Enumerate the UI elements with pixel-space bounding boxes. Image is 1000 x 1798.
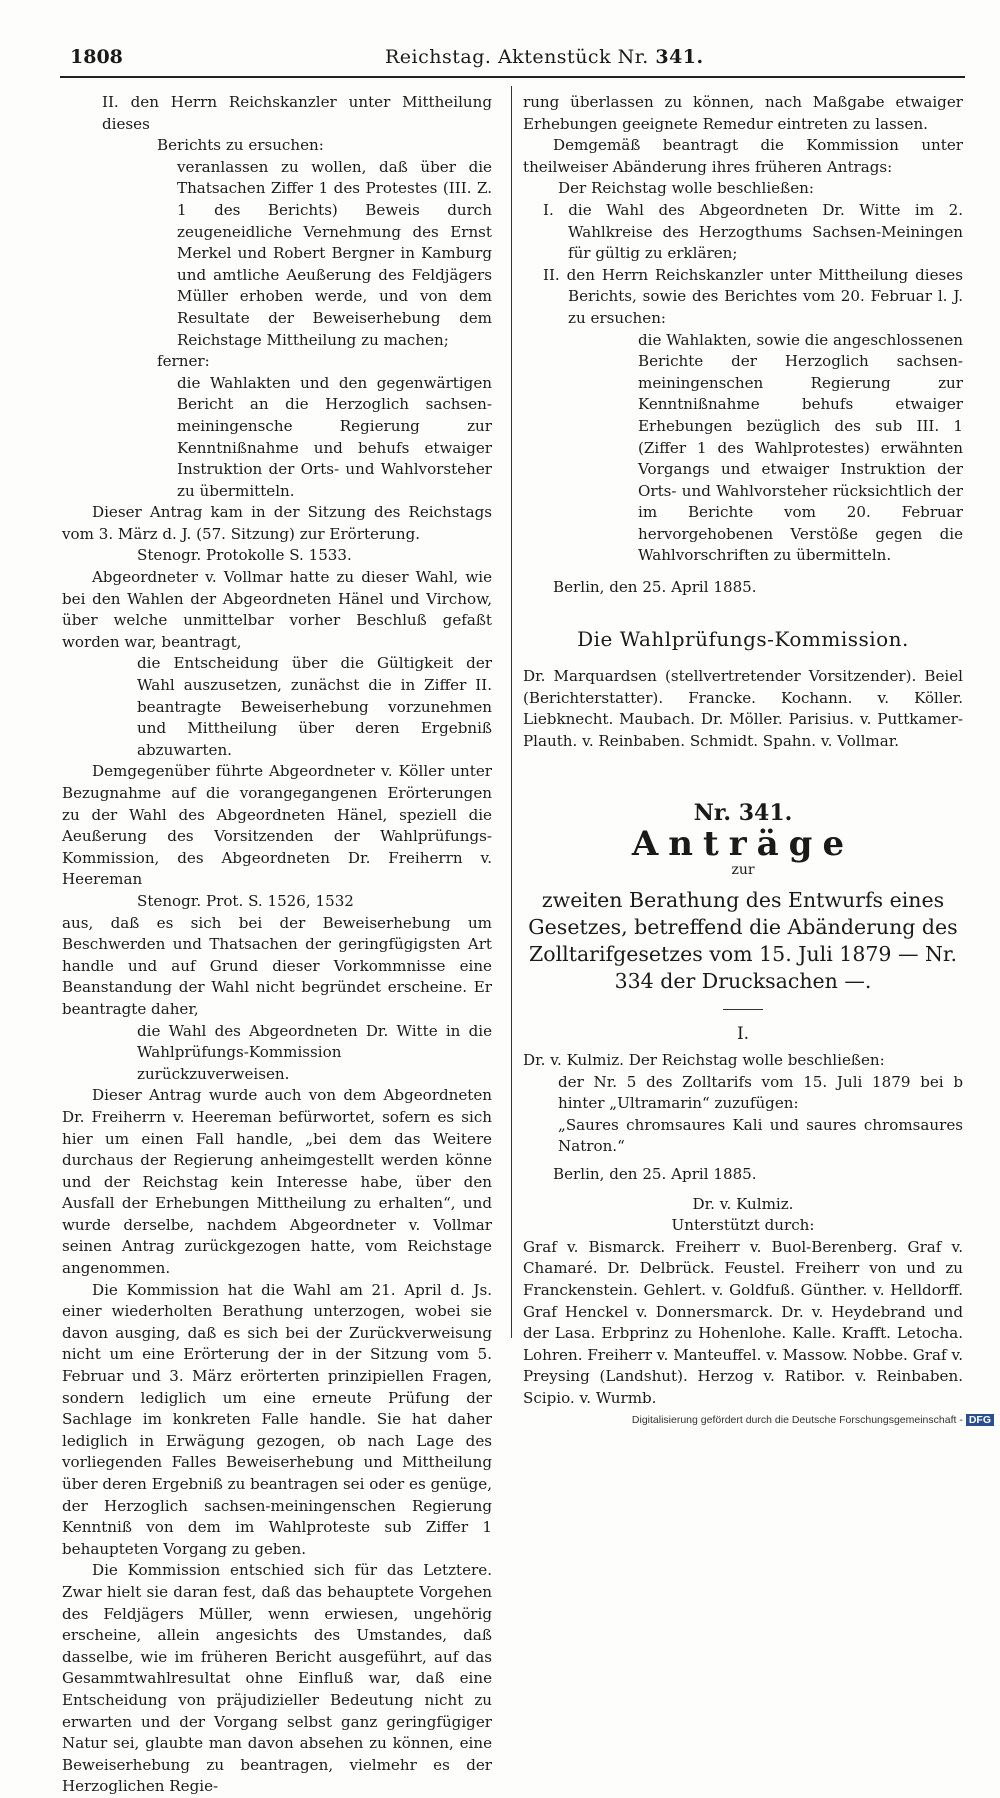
paragraph: Die Kommission entschied sich für das Letztere. Zwar hielt sie daran fest, daß das behauptete Vorgehen des Feldjägers Müller, wenn erwiesen, ungehörig erscheine, allein angesichts des Umstandes, daß dasselbe, wie im früheren Bericht ausgeführt, auf das Gesammtwahlresultat ohne Einfluß war, daß eine Entscheidung von präjudizieller Bedeutung nicht zu erwarten und der Vorgang selbst ganz geringfügiger Natur sei, glaubte man davon absehen zu können, eine Beweiserhebung zu beantragen, vielmehr es der Herzoglichen Regie- [62, 1561, 492, 1796]
paragraph: Der Reichstag wolle beschließen: [558, 179, 814, 198]
commission-title: Die Wahlprüfungs-Kommission. [577, 626, 909, 651]
divider [723, 1009, 763, 1010]
paragraph: Stenogr. Prot. S. 1526, 1532 [137, 891, 354, 910]
supporters-list: Graf v. Bismarck. Freiherr v. Buol-Berenberg. Graf v. Chamaré. Dr. Delbrück. Feustel. Freiherr von und zu Franckenstein. Gehlert. v. Goldfuß. Günther. v. Helldorff. Graf Henckel v. Donnersmarck. Dr. v. Heydebrand und der Lasa. Erbprinz zu Hohenlohe. Kalle. Krafft. Letocha. Lohren. Freiherr v. Manteuffel. v. Massow. Nobbe. Graf v. Preysing (Landshut). Herzog v. Ratibor. v. Reinbaben. Scipio. v. Wurmb. [523, 1237, 963, 1407]
zur-label: zur [731, 861, 755, 878]
paragraph: Dieser Antrag kam in der Sitzung des Reichstags vom 3. März d. J. (57. Sitzung) zur Erörterung. [62, 503, 492, 543]
footer-credit [632, 1414, 994, 1426]
paragraph: Demgegenüber führte Abgeordneter v. Köller unter Bezugnahme auf die vorangegangenen Erörterungen zu der Wahl des Abgeordneten Hänel, speziell die Aeußerung des Vorsitzenden der Wahlprüfungs-Kommission, des Abgeordneten Dr. Freiherrn v. Heereman [62, 762, 492, 889]
running-title-prefix: Reichstag. Aktenstück Nr. [385, 46, 649, 68]
paragraph: Die Kommission hat die Wahl am 21. April d. Js. einer wiederholten Berathung unterzogen, wobei sie davon ausging, daß es sich bei der Zurückverweisung nicht um eine Erörterung der in der Sitzung vom 5. Februar und 3. März erörterten prinzipiellen Fragen, sondern lediglich um eine erneute Prüfung der Sachlage im konkreten Falle handle. Sie hat daher lediglich in Erwägung gezogen, ob nach Lage des vorliegenden Falles Beweiserhebung und Mittheilung über deren Ergebniß zu beantragen sei oder es genüge, der Herzoglich sachsen-meiningenschen Regierung Kenntniß von dem im Wahlproteste sub Ziffer 1 behaupteten Vorgang zu geben. [62, 1280, 492, 1558]
motion-quote: „Saures chromsaures Kali und saures chromsaures Natron.“ [558, 1115, 963, 1156]
motion-date: Berlin, den 25. April 1885. [553, 1164, 757, 1183]
commission-members: Dr. Marquardsen (stellvertretender Vorsitzender). Beiel (Berichterstatter). Francke. Kochann. v. Köller. Liebknecht. Maubach. Dr. Möller. Parisius. v. Puttkamer-Plauth. v. Reinbaben. Schmidt. Spahn. v. Vollmar. [523, 667, 963, 751]
motion-text: der Nr. 5 des Zolltarifs vom 15. Juli 1879 bei b hinter „Ultramarin“ zuzufügen: [558, 1072, 963, 1113]
paragraph: die Wahlakten und den gegenwärtigen Bericht an die Herzoglich sachsen-meiningensche Regierung zur Kenntnißnahme und behufs etwaiger Instruktion der Orts- und Wahlvorsteher zu übermitteln. [177, 373, 492, 500]
footer-credit-text: Digitalisierung gefördert durch die Deutsche Forschungsgemeinschaft - [631, 1414, 963, 1426]
paragraph: I. die Wahl des Abgeordneten Dr. Witte im 2. Wahlkreise des Herzogthums Sachsen-Meiningen für gültig zu erklären; [543, 200, 963, 263]
section-number: I. [736, 1024, 750, 1045]
motion-signature: Dr. v. Kulmiz. [692, 1194, 794, 1213]
paragraph: aus, daß es sich bei der Beweiserhebung um Beschwerden und Thatsachen der geringfügigsten Art handle und auf Grund dieser Vorkommnisse eine Beanstandung der Wahl nicht begründet erscheine. Er beantragte daher, [62, 913, 492, 1018]
paragraph: ferner: [157, 352, 210, 371]
paragraph: Demgemäß beantragt die Kommission unter theilweiser Abänderung ihres früheren Antrags: [523, 136, 963, 176]
paragraph: die Entscheidung über die Gültigkeit der Wahl auszusetzen, zunächst die in Ziffer II. beantragte Beweiserhebung vorzunehmen und Mittheilung über deren Ergebniß abzuwarten. [137, 654, 492, 759]
running-title [385, 46, 704, 68]
paragraph: rung überlassen zu können, nach Maßgabe etwaiger Erhebungen geeignete Remedur eintreten zu lassen. [523, 93, 963, 133]
antraege-heading: Anträge [631, 824, 855, 865]
column-divider [511, 86, 512, 1338]
main-title: zweiten Berathung des Entwurfs eines Gesetzes, betreffend die Abänderung des Zolltarifgesetzes vom 15. Juli 1879 — Nr. 334 der Drucksachen —. [528, 888, 958, 994]
paragraph: Berichts zu ersuchen: [157, 136, 324, 155]
paragraph: Abgeordneter v. Vollmar hatte zu dieser Wahl, wie bei den Wahlen der Abgeordneten Hänel und Virchow, über welche unmittelbar vorher Beschluß gefaßt worden war, beantragt, [62, 568, 492, 651]
paragraph: die Wahl des Abgeordneten Dr. Witte in die Wahlprüfungs-Kommission zurückzuverweisen. [137, 1021, 492, 1083]
date-line: Berlin, den 25. April 1885. [553, 578, 757, 597]
paragraph: Stenogr. Protokolle S. 1533. [137, 546, 352, 565]
dfg-logo: DFG [966, 1414, 994, 1426]
motion-intro: Dr. v. Kulmiz. Der Reichstag wolle beschließen: [523, 1051, 885, 1069]
paragraph: II. den Herrn Reichskanzler unter Mittheilung dieses [102, 93, 492, 133]
paragraph: veranlassen zu wollen, daß über die Thatsachen Ziffer 1 des Protestes (III. Z. 1 des Berichts) Beweis durch zeugeneidliche Vernehmung des Ernst Merkel und Robert Bergner in Kamburg und amtliche Aeußerung des Feldjägers Müller erhoben werde, und von dem Resultate der Beweiserhebung dem Reichstage Mittheilung zu machen; [177, 157, 492, 349]
supported-by-label: Unterstützt durch: [671, 1216, 815, 1235]
paragraph: Dieser Antrag wurde auch von dem Abgeordneten Dr. Freiherrn v. Heereman befürwortet, sofern es sich hier um einen Fall handle, „bei dem das Weitere durchaus der Regierung anheimgestellt werden könne und der Reichstag kein Interesse habe, über den Ausfall der Erhebungen Mittheilung zu erhalten“, und wurde derselbe, nachdem Abgeordneter v. Vollmar seinen Antrag zurückgezogen hatte, vom Reichstage angenommen. [62, 1086, 492, 1278]
left-column [62, 92, 492, 1798]
paragraph: die Wahlakten, sowie die angeschlossenen Berichte der Herzoglich sachsen-meiningenschen Regierung zur Kenntnißnahme behufs etwaiger Erhebungen bezüglich des sub III. 1 (Ziffer 1 des Wahlprotestes) erwähnten Vorgangs und etwaiger Instruktion der Orts- und Wahlvorsteher rücksichtlich der im Berichte vom 20. Februar hervorgehobenen Verstöße gegen die Wahlvorschriften zu übermitteln. [638, 330, 963, 565]
header-rule [60, 76, 965, 78]
document-number-heading: Nr. 341. [693, 799, 793, 826]
running-title-number: 341. [655, 46, 704, 68]
paragraph: II. den Herrn Reichskanzler unter Mittheilung dieses Berichts, sowie des Berichtes vom 20. Februar l. J. zu ersuchen: [543, 265, 963, 327]
right-column [523, 92, 963, 1410]
page-number: 1808 [70, 46, 123, 68]
